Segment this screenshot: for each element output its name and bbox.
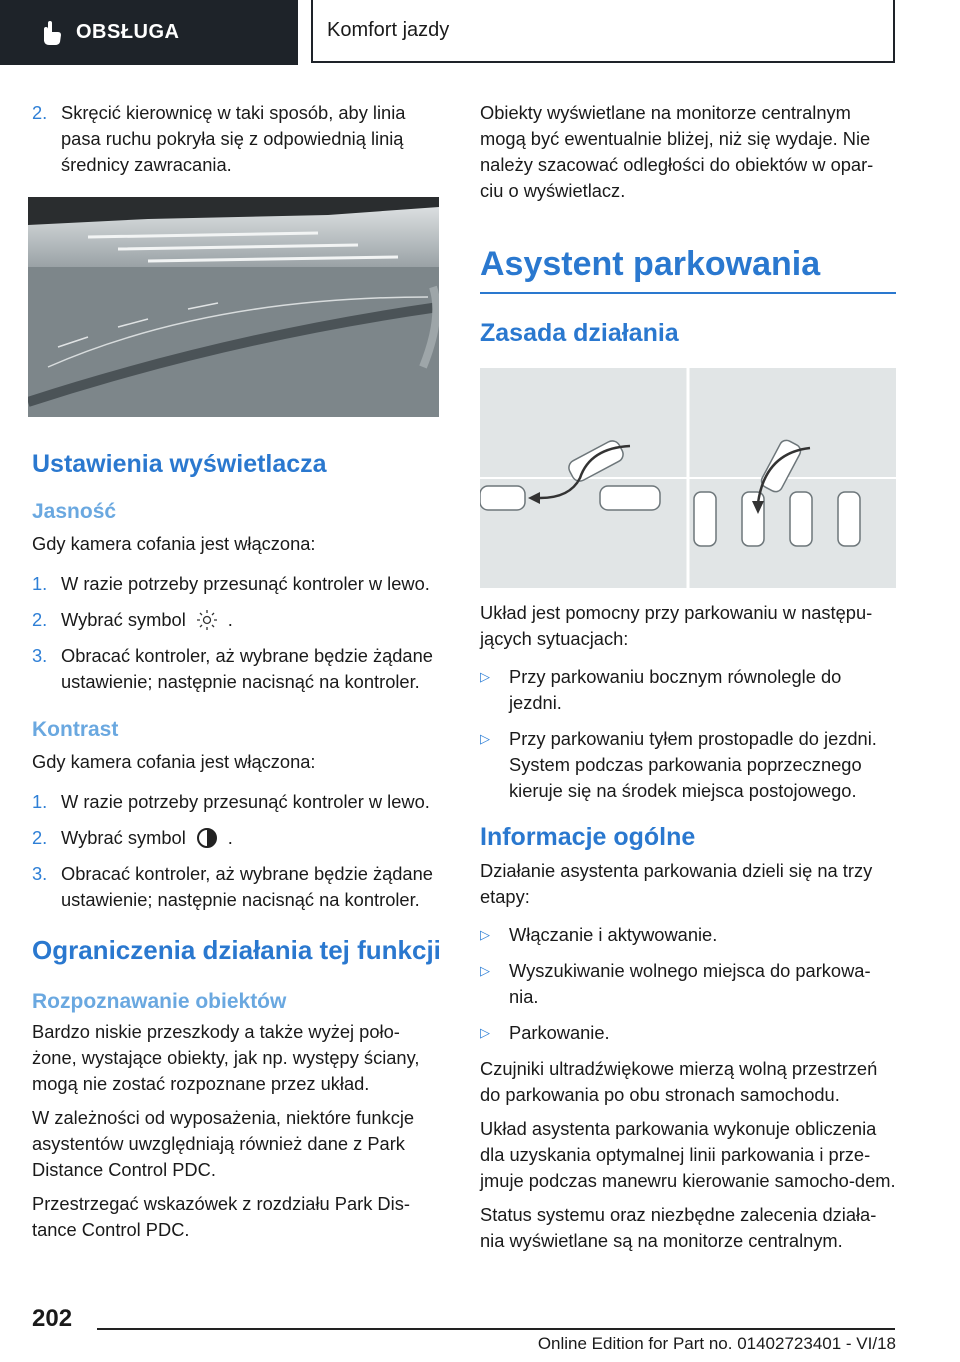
step-number: 3. — [32, 645, 48, 666]
heading-brightness: Jasność — [32, 500, 117, 523]
step-text: W razie potrzeby przesunąć kontroler w lewo. — [61, 573, 430, 594]
triangle-bullet-icon: ▷ — [480, 669, 490, 684]
footer-rule — [97, 1328, 895, 1330]
list-item — [480, 922, 896, 948]
heading-parking-assistant: Asystent parkowania — [480, 245, 821, 283]
list-item — [32, 643, 444, 695]
list-item — [480, 958, 896, 1010]
paragraph: W zależności od wyposażenia, niektóre funkcje asystentów uwzględniają również dane z Park Distance Control PDC. — [32, 1107, 415, 1180]
rear-camera-image — [28, 197, 439, 417]
heading-contrast: Kontrast — [32, 718, 119, 741]
paragraph: Obiekty wyświetlane na monitorze centralnym mogą być ewentualnie bliżej, niż się wydaje. Nie należy szacować odległości do obiektów w opar-ciu o wyświetlacz. — [480, 102, 874, 201]
step-text: Obracać kontroler, aż wybrane będzie żądane ustawienie; następnie nacisnąć na kontroler. — [61, 645, 433, 692]
paragraph: Przestrzegać wskazówek z rozdziału Park Dis-tance Control PDC. — [32, 1193, 410, 1240]
contrast-icon — [196, 827, 218, 849]
edition-note: Online Edition for Part no. 01402723401 - VI/18 — [537, 1334, 896, 1353]
list-item — [480, 664, 896, 716]
heading-display-settings: Ustawienia wyświetlacza — [32, 450, 327, 478]
heading-detection: Rozpoznawanie obiektów — [32, 990, 287, 1013]
step-number: 3. — [32, 863, 48, 884]
heading-principle: Zasada działania — [480, 319, 679, 347]
list-item — [32, 100, 444, 178]
step-suffix: . — [227, 827, 233, 848]
step-text: W razie potrzeby przesunąć kontroler w lewo. — [61, 791, 430, 812]
section-tab — [0, 0, 298, 65]
list-text: Przy parkowaniu tyłem prostopadle do jezdni. System podczas parkowania poprzecznego kieruje się na środek miejsca postojowego. — [509, 728, 877, 801]
step-suffix: . — [227, 609, 233, 630]
page-number: 202 — [32, 1305, 73, 1332]
step-number: 2. — [32, 102, 48, 123]
step-text: Skręcić kierownicę w taki sposób, aby linia pasa ruchu pokryła się z odpowiednią linią średnicy zawracania. — [61, 102, 406, 175]
paragraph: Czujniki ultradźwiękowe mierzą wolną przestrzeń do parkowania po obu stronach samochodu. — [480, 1058, 878, 1105]
list-item — [32, 825, 444, 851]
step-text: Wybrać symbol — [61, 827, 186, 848]
paragraph: Działanie asystenta parkowania dzieli się na trzy etapy: — [480, 860, 873, 907]
brightness-icon — [196, 609, 218, 631]
list-text: Wyszukiwanie wolnego miejsca do parkowa-nia. — [509, 960, 871, 1007]
list-text: Przy parkowaniu bocznym równolegle do jezdni. — [509, 666, 842, 713]
chapter-title: Komfort jazdy — [327, 19, 450, 41]
brightness-intro: Gdy kamera cofania jest włączona: — [32, 533, 316, 554]
parking-diagram — [480, 368, 896, 588]
step-text: Obracać kontroler, aż wybrane będzie żądane ustawienie; następnie nacisnąć na kontroler. — [61, 863, 433, 910]
heading-limits: Ograniczenia działania tej funkcji — [32, 935, 441, 965]
paragraph: Status systemu oraz niezbędne zalecenia działa-nia wyświetlane są na monitorze centralnym. — [480, 1204, 877, 1251]
step-text: Wybrać symbol — [61, 609, 186, 630]
chapter-header — [311, 0, 895, 63]
triangle-bullet-icon: ▷ — [480, 963, 490, 978]
hand-icon — [38, 20, 64, 46]
paragraph: Bardzo niskie przeszkody a także wyżej poło-żone, wystające obiekty, jak np. występy ściany, mogą nie zostać rozpoznane przez układ. — [32, 1021, 420, 1094]
contrast-intro: Gdy kamera cofania jest włączona: — [32, 751, 316, 772]
step-number: 2. — [32, 609, 48, 630]
triangle-bullet-icon: ▷ — [480, 927, 490, 942]
section-title: OBSŁUGA — [76, 21, 180, 43]
heading-rule — [480, 292, 896, 294]
paragraph: Układ jest pomocny przy parkowaniu w następu-jących sytuacjach: — [480, 602, 873, 649]
triangle-bullet-icon: ▷ — [480, 731, 490, 746]
step-number: 1. — [32, 573, 48, 594]
list-text: Parkowanie. — [509, 1022, 610, 1043]
list-item — [32, 571, 444, 597]
list-item — [480, 726, 896, 804]
list-item — [32, 789, 444, 815]
list-item — [32, 861, 444, 913]
list-item — [32, 607, 444, 633]
heading-general-info: Informacje ogólne — [480, 823, 696, 851]
step-number: 1. — [32, 791, 48, 812]
step-number: 2. — [32, 827, 48, 848]
list-text: Włączanie i aktywowanie. — [509, 924, 718, 945]
triangle-bullet-icon: ▷ — [480, 1025, 490, 1040]
paragraph: Układ asystenta parkowania wykonuje obliczenia dla uzyskania optymalnej linii parkowania i prze-jmuje podczas manewru kierowanie samocho-dem. — [480, 1118, 896, 1191]
right-column — [480, 100, 896, 1254]
left-column — [32, 100, 444, 1243]
list-item — [480, 1020, 896, 1046]
